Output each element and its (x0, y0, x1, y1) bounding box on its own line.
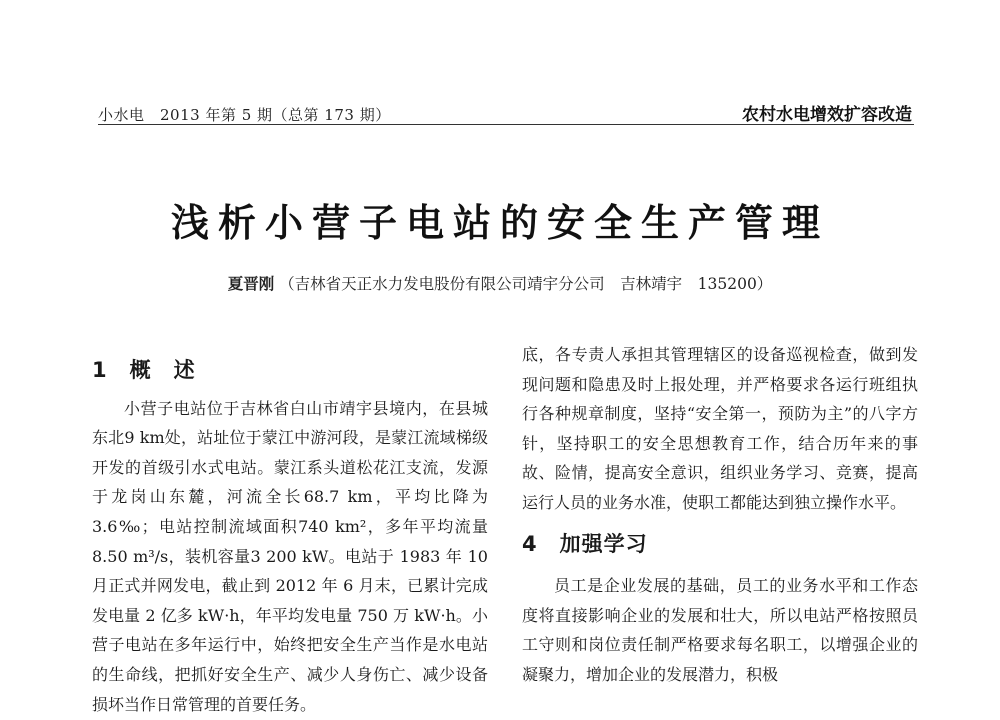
journal-header: 小水电 2013 年第 5 期（总第 173 期） (98, 106, 391, 124)
right-column (522, 340, 918, 690)
section-header: 农村水电增效扩容改造 (742, 105, 912, 125)
section-4-paragraph: 员工是企业发展的基础，员工的业务水平和工作态度将直接影响企业的发展和壮大，所以电站严格按照员工守则和岗位责任制严格要求每名职工，以增强企业的凝聚力，增加企业的发展潜力，积极 (522, 576, 918, 684)
article-title: 浅析小营子电站的安全生产管理 (170, 200, 829, 245)
byline (0, 272, 1000, 294)
section-1-paragraph: 小营子电站位于吉林省白山市靖宇县境内，在县城东北9 km处，站址位于蒙江中游河段，是蒙江流域梯级开发的首级引水式电站。蒙江系头道松花江支流，发源于龙岗山东麓，河流全长68.7 km，平均比降为 3.6‰；电站控制流域面积740 km²，多年平均流量8.50 m³/s，装机容量3 200 kW。电站于 1983 年 10 月正式并网发电，截止到 2012 年 6 月末，已累计完成发电量 2 亿多 kW·h，年平均发电量 750 万 kW·h。小营子电站在多年运行中，始终把安全生产当作是水电站的生命线，把抓好安全生产、减少人身伤亡、减少设备损坏当作日常管理的首要任务。 (92, 398, 488, 714)
author-name: 夏晋刚 (227, 275, 275, 293)
section-1-number: 1 (92, 358, 108, 382)
section-4-heading (522, 530, 918, 560)
continued-paragraph: 底，各专责人承担其管理辖区的设备巡视检查，做到发现问题和隐患及时上报处理，并严格要求各运行班组执行各种规章制度，坚持“安全第一，预防为主”的八字方针，坚持职工的安全思想教育工作，结合历年来的事故、险情，提高安全意识，组织业务学习、竞赛，提高运行人员的业务水准，使职工都能达到独立操作水平。 (522, 345, 918, 512)
section-4-number: 4 (522, 531, 538, 556)
section-4-title: 加强学习 (559, 531, 648, 556)
author-affiliation: （吉林省天正水力发电股份有限公司靖宇分公司 吉林靖宇 135200） (279, 275, 773, 293)
header-rule (98, 124, 914, 125)
section-1-heading (92, 356, 488, 386)
section-1-title: 概 述 (129, 358, 196, 382)
left-column (92, 340, 488, 719)
